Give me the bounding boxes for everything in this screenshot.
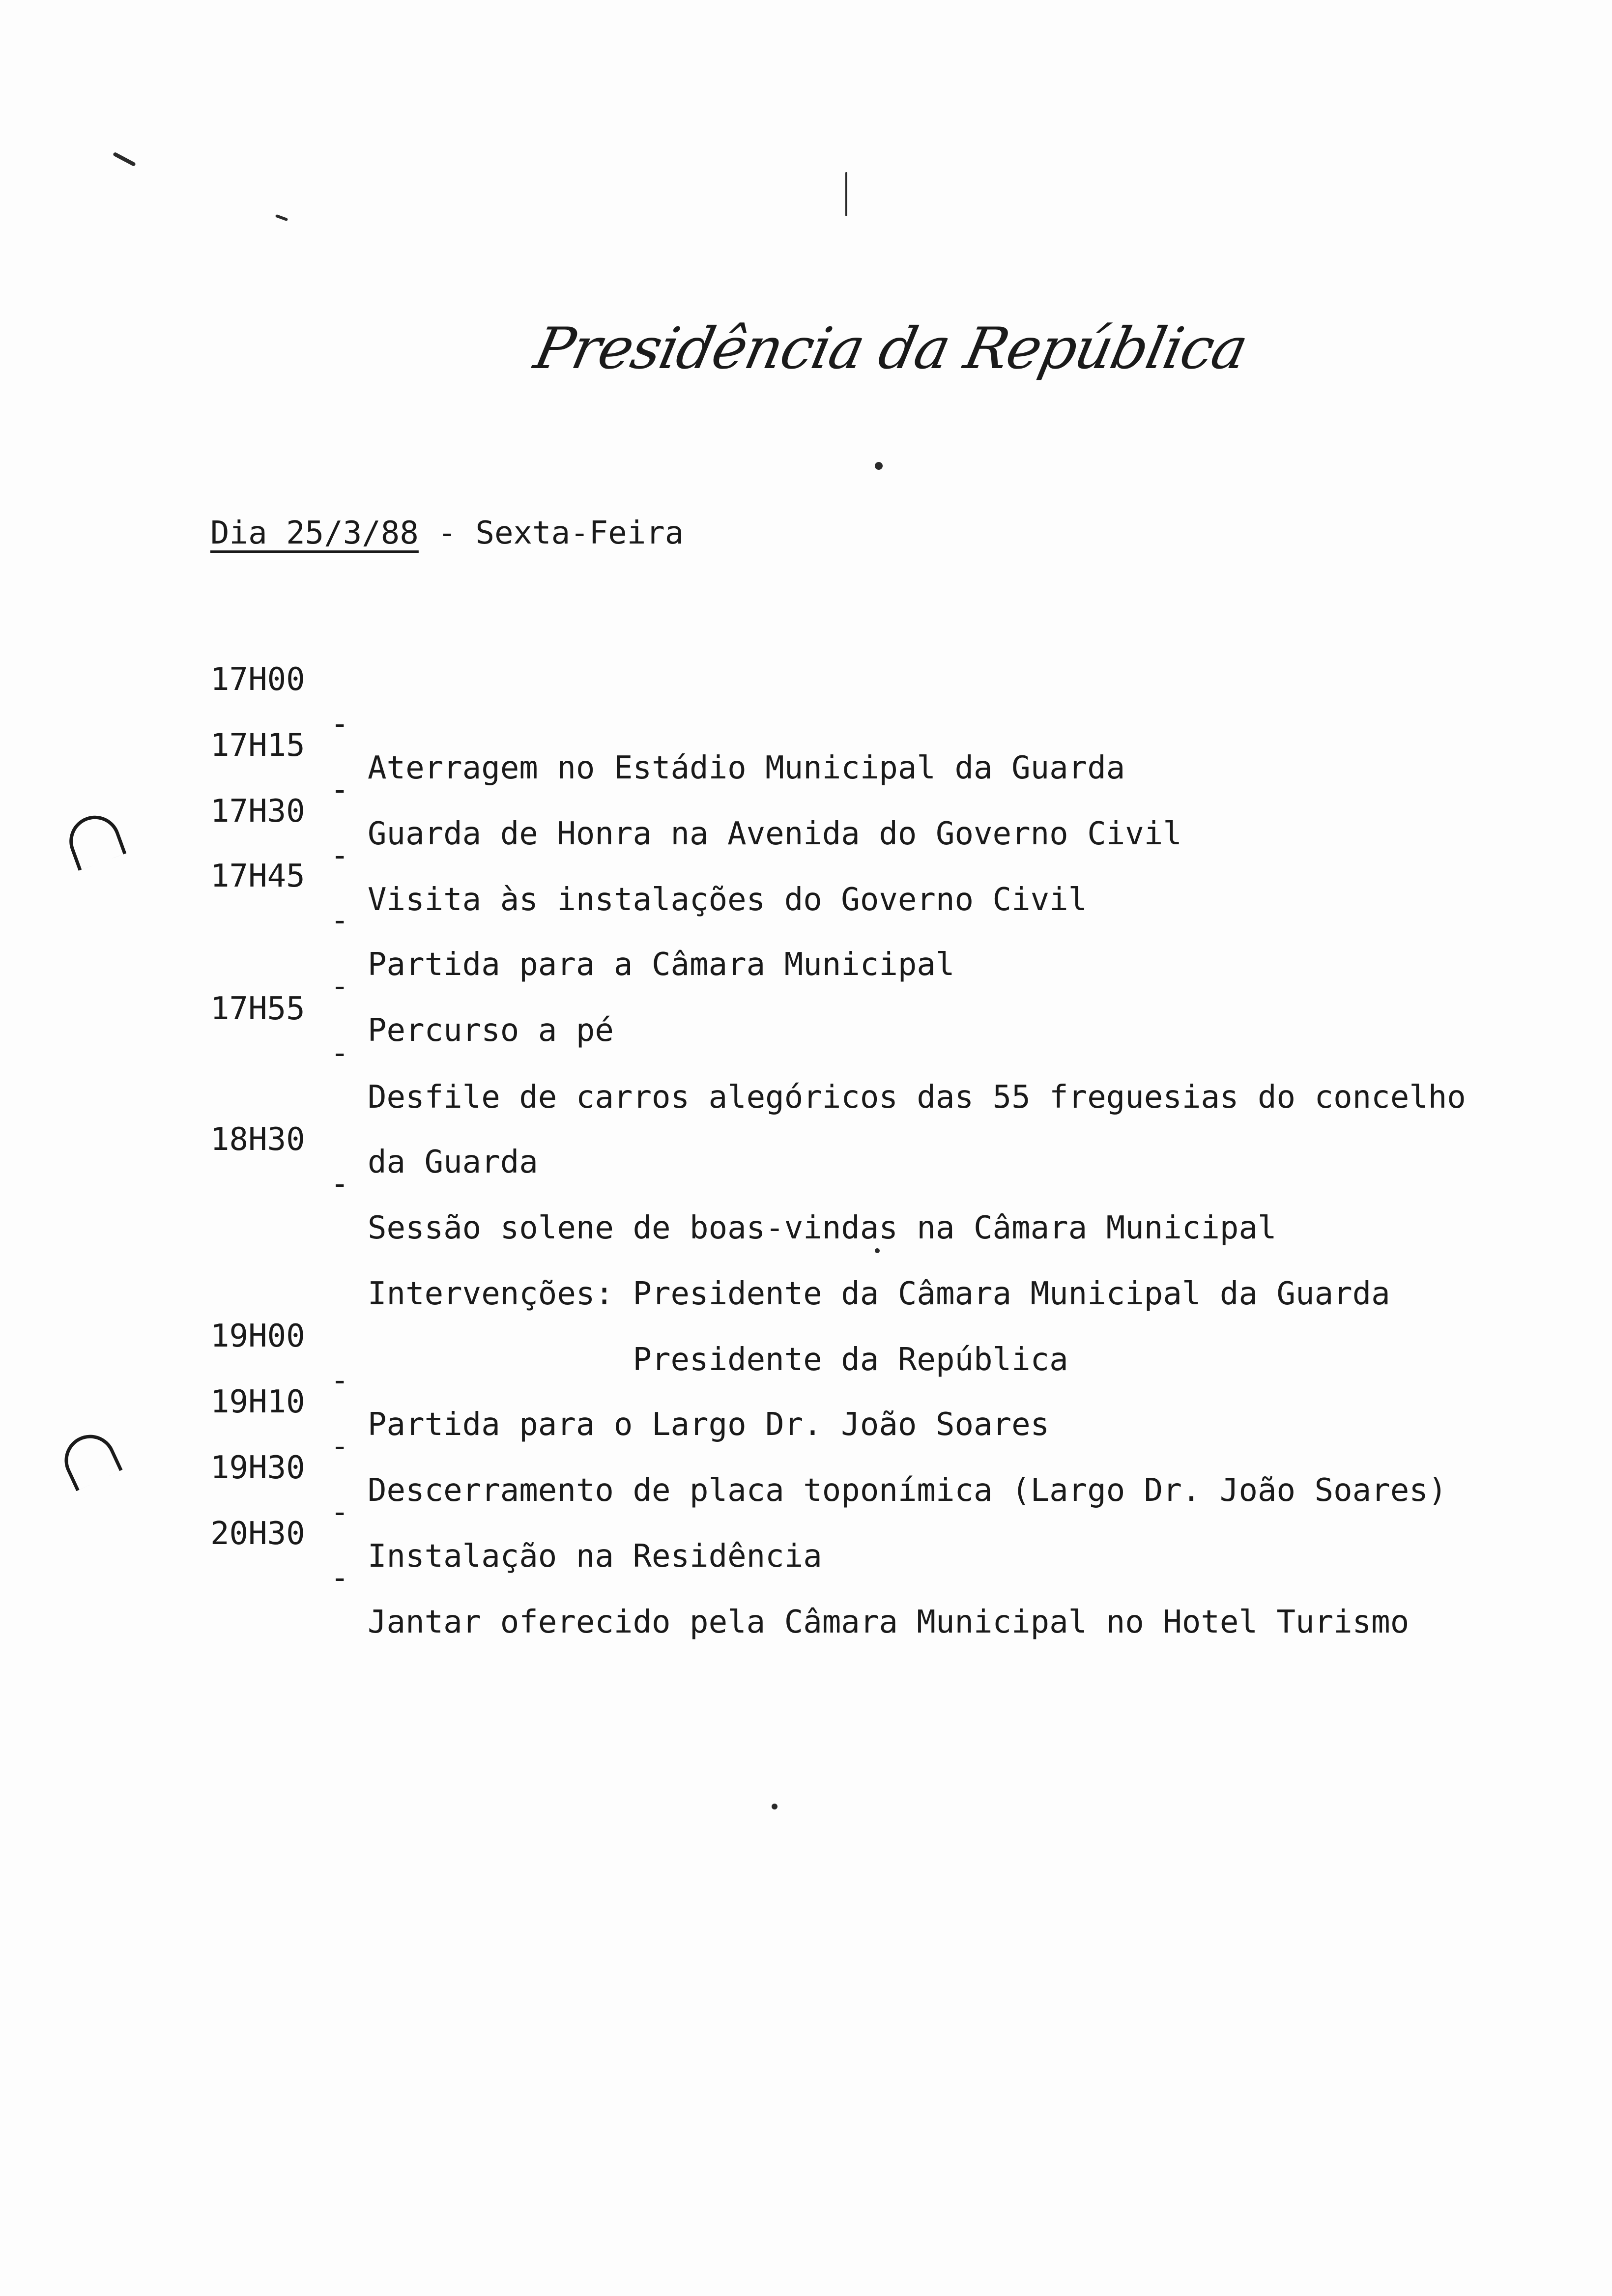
scan-speck (845, 172, 847, 216)
row-time: 18H30 (210, 1121, 305, 1158)
heading-date: Dia 25/3/88 (210, 515, 419, 551)
row-dash: - (330, 837, 349, 874)
scan-speck (875, 462, 883, 470)
row-dash: - (330, 1035, 349, 1071)
row-description: Partida para o Largo Dr. João Soares (368, 1406, 1050, 1443)
row-description: Percurso a pé (368, 1012, 614, 1049)
row-description: Aterragem no Estádio Municipal da Guarda (368, 750, 1125, 786)
row-time: 17H30 (210, 793, 305, 830)
row-time: 19H00 (210, 1318, 305, 1354)
row-description: Guarda de Honra na Avenida do Governo Civil (368, 816, 1182, 852)
row-time: 19H10 (210, 1384, 305, 1420)
row-time: 17H15 (210, 727, 305, 764)
row-description: Sessão solene de boas-vindas na Câmara Municipal (368, 1210, 1277, 1246)
schedule-heading (210, 511, 684, 555)
row-description: Jantar oferecido pela Câmara Municipal no Hotel Turismo (368, 1604, 1410, 1640)
row-description: Instalação na Residência (368, 1538, 822, 1575)
scan-speck (275, 214, 288, 222)
row-description: Desfile de carros alegóricos das 55 freguesias do concelho (368, 1079, 1466, 1116)
row-description: Visita às instalações do Governo Civil (368, 882, 1088, 918)
scan-speck (772, 1804, 777, 1809)
heading-separator: - (437, 515, 457, 551)
row-dash: - (330, 1494, 349, 1530)
scan-speck (875, 1248, 880, 1253)
row-dash: - (330, 1560, 349, 1596)
row-dash: - (330, 968, 349, 1004)
letterhead-script: Presidência da República (528, 316, 1253, 382)
scan-speck (113, 152, 136, 167)
row-description: Partida para a Câmara Municipal (368, 947, 955, 983)
row-description: Intervenções: Presidente da Câmara Municipal da Guarda (368, 1276, 1390, 1312)
row-time: 19H30 (210, 1450, 305, 1486)
heading-weekday: Sexta-Feira (475, 515, 684, 551)
row-time: 17H55 (210, 991, 305, 1027)
row-dash: - (330, 1428, 349, 1464)
row-dash: - (330, 772, 349, 808)
row-dash: - (330, 706, 349, 742)
row-time: 20H30 (210, 1516, 305, 1552)
row-description: Descerramento de placa toponímica (Largo Dr. João Soares) (368, 1472, 1447, 1509)
row-time: 17H00 (210, 661, 305, 698)
row-description: Presidente da República (368, 1342, 1068, 1378)
row-description: da Guarda (368, 1144, 538, 1180)
row-time: 17H45 (210, 858, 305, 894)
row-dash: - (330, 1362, 349, 1399)
row-dash: - (330, 1166, 349, 1202)
row-dash: - (330, 902, 349, 939)
